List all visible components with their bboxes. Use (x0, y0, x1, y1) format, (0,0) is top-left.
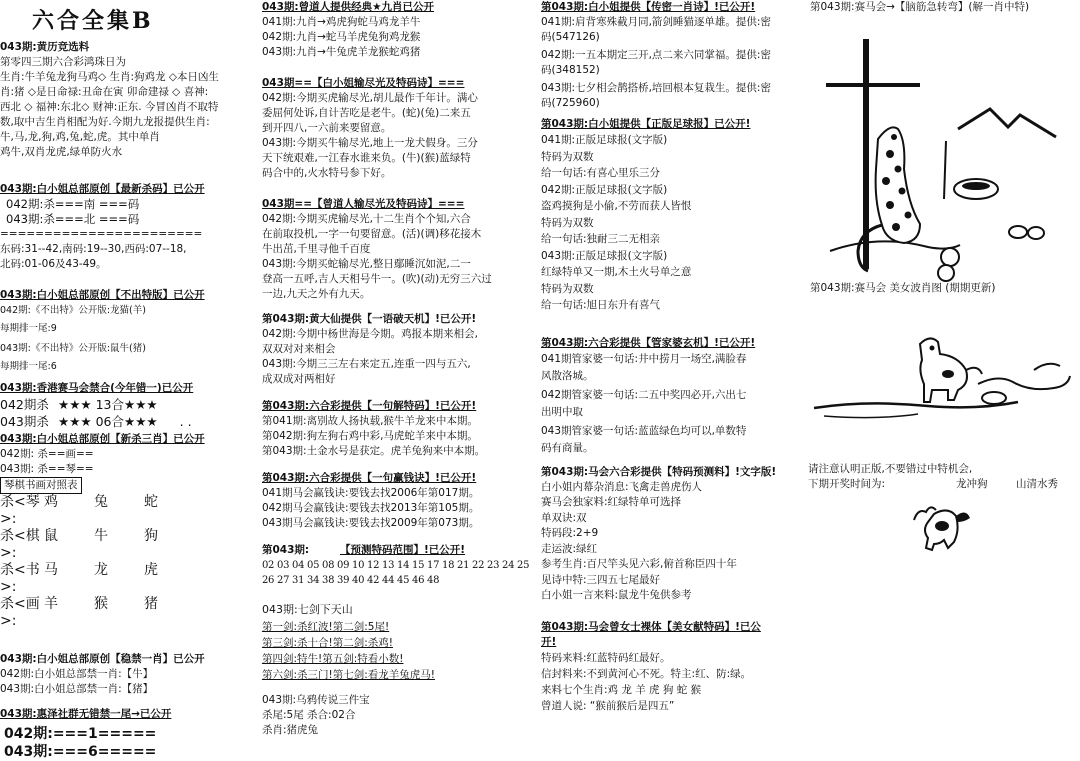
no-special-title: 043期:白小姐总部原创【不出特版】已公开 (0, 289, 205, 301)
column-4 (808, 0, 1080, 724)
dog-figure (920, 338, 982, 402)
beauty-title: 第043期:马会曾女士裸体【美女献特码】!已公 开! (541, 620, 761, 648)
range-numbers-1: 02 03 04 05 08 09 10 12 13 14 15 17 18 21 22 23 24 25 (262, 560, 530, 571)
mascot-dog-icon (904, 494, 984, 554)
riddle-title: 第043期:赛马会→【脑筋急转弯】(解一肖中特) (810, 1, 1030, 13)
almanac-text: 第零四三期六合彩鸿珠日为 生肖:牛羊兔龙狗马鸡◇ 生肖:狗鸡龙 ◇本日凶生 肖:猪 ◇是日命禄:丑命在寅 卯命建禄 ◇ 喜神: 西北 ◇ 福神:东北◇ 财神:正东. 今冒凶肖不取特 数,取中吉生肖相配为好.今期九龙报提供生肖: 牛,马,龙,狗,鸡,兔,蛇,虎。其中单肖 鸡牛,双肖龙虎,绿单防火水 (0, 56, 219, 158)
column-3 (541, 0, 804, 724)
win-formula-text: 041期马会赢钱诀:要钱去找2006年第017期。 042期马会赢钱诀:要钱去找2013年第105期。 043期马会赢钱诀:要钱去找2009年第073期。 (262, 487, 480, 529)
seven-swords-title: 043期:七剑下天山 (262, 603, 353, 616)
beauty-text: 特码来料:红蓝特码红最好。 信封料来:不到黄河心不死。特主:红、防:绿。 来料七个生肖:鸡 龙 羊 虎 狗 蛇 猴 曾道人说: “猴前猴后是四五” (541, 651, 752, 712)
range-numbers-2: 26 27 31 34 38 39 40 42 44 45 46 48 (262, 575, 440, 586)
oracle-title: 第043期:黄大仙提供【一语破天机】!已公开! (262, 313, 477, 325)
tail-043: 每期排一尾:6 (0, 361, 57, 372)
tail-042: 每期排一尾:9 (0, 323, 57, 334)
bai-lose-poem-title: 043期==【白小姐输尽光及特码诗】=== (262, 77, 465, 89)
hk-042: 042期杀 ★★★ 13合★★★ (0, 397, 158, 412)
nine-zodiac-041: 041期:九肖→鸡虎狗蛇马鸡龙羊牛 (262, 16, 421, 28)
housekeeper-text: 041期管家婆一句话:井中捞月一场空,满脸春 风散洛城。 042期管家婆一句话:二五中奖四必开,六出七 出明中取 043期管家婆一句话:蓝蓝绿色均可以,单数特 码有商量。 (541, 352, 747, 454)
column-1 (0, 0, 258, 760)
ban-tail-title: 043期:惠泽社群无错禁一尾→已公开 (0, 708, 172, 720)
nine-zodiac-title: 043期:曾道人提供经典★九肖已公开 (262, 1, 435, 13)
table-row: 杀<琴>: 鸡 兔 蛇 (0, 494, 158, 527)
no-special-042: 042期:《不出特》公开版:龙猫(羊) (0, 305, 146, 316)
win-formula-title: 第043期:六合彩提供【一句赢钱诀】!已公开! (262, 472, 477, 484)
zeng-lose-poem-text: 042期:今期买虎输尽光,十二生肖个个知,六合 在前取投机,一字一句要留意。(活)(调)移花接木 牛出茁,千里寻他千百度 043期:今期买蛇输尽光,整日鄢睡沉如泥,二一 登高一五呼,吉人天相号牛一。(吹)(动)无穷三六过 一边,九天之外有九天。 (262, 213, 492, 300)
beauty-wave-illustration (808, 304, 1080, 454)
crow-kill-tail: 杀尾:5尾 杀合:02合 (262, 709, 356, 721)
hk-043: 043期杀 ★★★ 06合★★★ . . (0, 414, 192, 429)
footer-next-draw: 下期开奖时间为: 龙冲狗 山清水秀 (808, 478, 1058, 490)
secret-poem-title: 第043期:白小姐提供【传密一肖诗】!已公开! (541, 1, 756, 13)
football-text: 041期:正版足球报(文字版) 特码为双数 给一句话:有喜心里乐三分 042期:正版足球报(文字版) 盗鸡摸狗是小偷,不劳而获人皆恨 特码为双数 给一句话:独耐三二无相亲 043期:正版足球报(文字版) 红绿特单又一期,木土火号单之意 特码为双数 给一句话:旭日东升有喜气 (541, 134, 692, 311)
prediction-title: 第043期:马会六合彩提供【特码预测料】!文字版! (541, 465, 777, 478)
no-special-043: 043期:《不出特》公开版:鼠牛(猪) (0, 343, 146, 354)
comparison-box-label: 琴棋书画对照表 (0, 477, 258, 494)
table-row: 杀<书>: 马 龙 虎 (0, 562, 158, 595)
kill-code-title: 043期:白小姐总部原创【最新杀码】已公开 (0, 183, 205, 195)
one-line-code-text: 第041期:离别故人扬执载,猴牛羊龙来中本期。 第042期:狗左狗右鸡中彩,马虎蛇羊来中本期。 第043期:土金水号是获定。虎羊兔狗来中本期。 (262, 415, 486, 457)
three-zodiac-title: 043期:白小姐总部原创【新杀三肖】已公开 (0, 433, 205, 445)
ban-tail-043: 043期:===6===== (4, 744, 157, 760)
secret-poem-text: 041期:肩背寒殊截月同,箭剑睡猫逐单雄。提供:密 码(547126) 042期:一五本期定三开,点二来六同掌福。提供:密 码(348152) 043期:七夕相会鹊搭桥,培回根本复栽生。提供:密 码(725960) (541, 16, 771, 109)
seven-swords-text: 第一剑:杀红波!第二剑:5尾! 第三剑:杀十合!第二剑:杀鸡! 第四剑:特牛!第五剑:特看小数! 第六剑:杀三门!第七剑:看龙羊兔虎马! (262, 621, 435, 681)
ban-one-043: 043期:白小姐总部禁一肖:【猪】 (0, 683, 154, 695)
table-row: 杀<画>: 羊 猴 猪 (0, 596, 158, 629)
crow-title: 043期:乌鸦传说三件宝 (262, 694, 370, 706)
direction-codes-1: 东码:31--42,南码:19--30,西码:07--18, (0, 243, 187, 255)
table-row: 杀<棋>: 鼠 牛 狗 (0, 528, 158, 561)
one-line-code-title: 第043期:六合彩提供【一句解特码】!已公开! (262, 400, 477, 412)
kill-code-043: 043期:杀===北 ===码 (6, 212, 140, 226)
oracle-text: 042期:今期中杨世海是今期。鸡报本期来相会, 双双对对来相会 043期:今期三三左右来定五,连重一四与五六, 成双成对两相好 (262, 328, 478, 385)
hk-racing-title: 043期:香港赛马会禁合(今年错一)已公开 (0, 382, 194, 394)
almanac-title: 043期:黄历竞选料 (0, 41, 90, 53)
beauty-wave-title: 第043期:赛马会 美女波肖图 (期期更新) (810, 282, 996, 294)
range-title: 第043期: 【预测特码范围】!已公开! (262, 544, 466, 556)
ban-tail-042: 042期:===1===== (4, 726, 157, 742)
direction-codes-2: 北码:01-06及43-49。 (0, 258, 107, 270)
footer-notice: 请注意认明正版,不要错过中特机会, (808, 463, 973, 475)
crow-kill-zodiac: 杀肖:猪虎兔 (262, 724, 319, 736)
zodiac-043: 043期: 杀==琴== (0, 463, 94, 475)
kill-code-042: 042期:杀===南 ===码 (6, 197, 140, 211)
zodiac-042: 042期: 杀==画== (0, 448, 94, 460)
logo: 六合全集B (32, 8, 154, 34)
ban-one-042: 042期:白小姐总部禁一肖:【牛】 (0, 668, 154, 680)
housekeeper-title: 第043期:六合彩提供【管家婆玄机】!已公开! (541, 336, 756, 349)
prediction-text: 白小姐内幕杂消息:飞禽走兽虎伤人 赛马会独家料:红绿特单可选择 单双诀:双 特码段:2+9 走运波:绿红 参考生肖:百尺竿头见六彩,俯首称臣四十年 见诗中特:三四五七尾最好 白小姐一言来料:鼠龙牛兔供参考 (541, 480, 737, 601)
football-title: 第043期:白小姐提供【正版足球报】已公开! (541, 118, 751, 130)
zeng-lose-poem-title: 043期==【曾道人输尽光及特码诗】=== (262, 198, 465, 210)
nine-zodiac-042: 042期:九肖→蛇马羊虎兔狗鸡龙猴 (262, 31, 421, 43)
nine-zodiac-043: 043期:九肖→牛兔虎羊龙猴蛇鸡猪 (262, 46, 421, 58)
comparison-table (0, 494, 258, 630)
separator: ======================= (0, 228, 203, 240)
column-2 (262, 0, 530, 736)
bai-lose-poem-text: 042期:今期买虎输尽光,胡儿最作千年计。满心 委屈何处诉,自计苦吃是老牛。(蛇)(兔)二来五 到开四八,一六前来要留意。 043期:今期买牛输尽光,地上一龙犬假身。三分 天下统艰难,一江春水谁来负。(牛)(猴)蓝绿特 码合中的,火水特号参下好。 (262, 92, 478, 179)
ban-one-title: 043期:白小姐总部原创【稳禁一肖】已公开 (0, 653, 205, 665)
riddle-illustration (808, 19, 1080, 289)
